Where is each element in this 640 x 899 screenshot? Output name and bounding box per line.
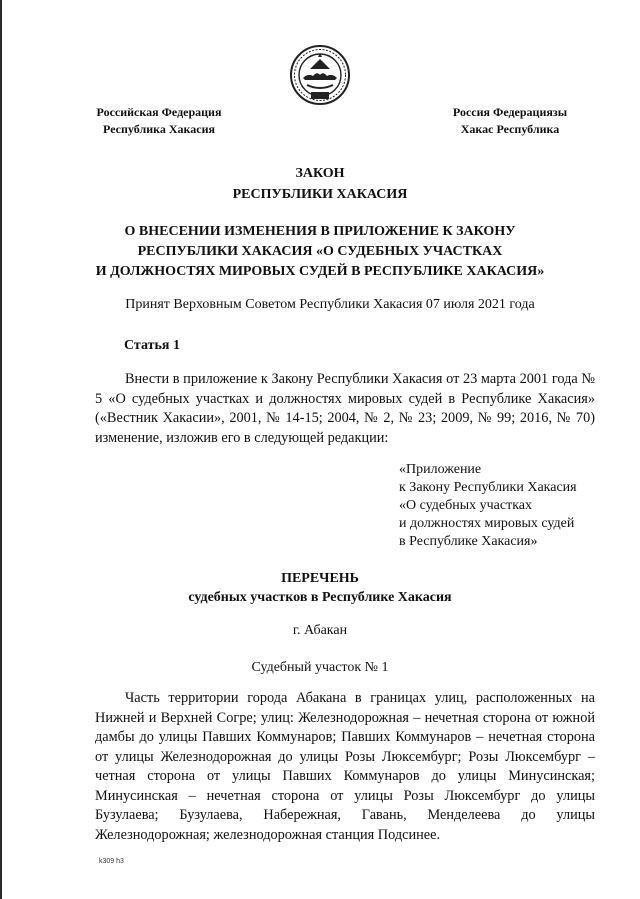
law-title-line-1: ЗАКОН bbox=[295, 166, 345, 181]
header-left-line-2: Республика Хакасия bbox=[103, 122, 215, 136]
appendix-line-5: в Республике Хакасия» bbox=[399, 534, 538, 549]
footer-code: k309 h3 bbox=[99, 858, 124, 865]
khakassia-coat-of-arms-icon bbox=[289, 44, 351, 108]
header-left bbox=[88, 104, 230, 138]
law-subject-line-2: РЕСПУБЛИКИ ХАКАСИЯ «О СУДЕБНЫХ УЧАСТКАХ bbox=[137, 244, 503, 259]
law-title bbox=[80, 163, 560, 205]
appendix-line-1: «Приложение bbox=[399, 462, 482, 477]
appendix-heading bbox=[399, 461, 577, 551]
appendix-line-4: и должностях мировых судей bbox=[399, 516, 575, 531]
header-right-line-1: Россия Федерациязы bbox=[452, 105, 568, 119]
law-subject-line-1: О ВНЕСЕНИИ ИЗМЕНЕНИЯ В ПРИЛОЖЕНИЕ К ЗАКОНУ bbox=[124, 224, 516, 239]
header-right-line-2: Хакас Республика bbox=[460, 122, 560, 136]
header-left-line-1: Российская Федерация bbox=[96, 105, 222, 119]
adoption-line: Принят Верховным Советом Республики Хакасия 07 июля 2021 года bbox=[125, 297, 535, 312]
list-title-main: ПЕРЕЧЕНЬ bbox=[281, 571, 359, 586]
list-title-sub: судебных участков в Республике Хакасия bbox=[188, 590, 452, 605]
article-heading: Статья 1 bbox=[124, 338, 180, 353]
law-subject-line-3: И ДОЛЖНОСТЯХ МИРОВЫХ СУДЕЙ В РЕСПУБЛИКЕ ХАКАСИЯ» bbox=[95, 264, 545, 279]
scan-edge bbox=[0, 0, 2, 899]
appendix-line-3: «О судебных участках bbox=[399, 498, 533, 513]
city-heading: г. Абакан bbox=[292, 623, 348, 638]
article-paragraph: Внести в приложение к Закону Республики Хакасия от 23 марта 2001 года № 5 «О судебных участках и должностях мировых судей в Республике Хакасия» («Вестник Хакасии», 2001, № 14-15; 2004, № 2, № 23; 2009, № 99; 2016, № 70) изменение, изложив его в следующей редакции: bbox=[95, 371, 595, 446]
law-title-line-2: РЕСПУБЛИКИ ХАКАСИЯ bbox=[232, 187, 408, 202]
header-right bbox=[440, 104, 580, 138]
appendix-line-2: к Закону Республики Хакасия bbox=[399, 480, 577, 495]
plot-heading: Судебный участок № 1 bbox=[251, 660, 389, 675]
list-title bbox=[100, 569, 540, 607]
plot-description: Часть территории города Абакана в границах улиц, расположенных на Нижней и Верхней Согре; улиц: Железнодорожная – нечетная сторона от южной дамбы до улицы Павших Коммунаров; Павших Коммунаров – нечетная сторона от улицы Железнодорожная до улицы Розы Люксембург; Розы Люксембург – четная сторона от улицы Павших Коммунаров до улицы Минусинская; Минусинская – нечетная сторона от улицы Розы Люксембург до улицы Бузулаева; Бузулаева, Набережная, Гавань, Менделеева до улицы Железнодорожная; железнодорожная станция Подсинее. bbox=[95, 690, 595, 843]
law-subject bbox=[80, 222, 560, 282]
